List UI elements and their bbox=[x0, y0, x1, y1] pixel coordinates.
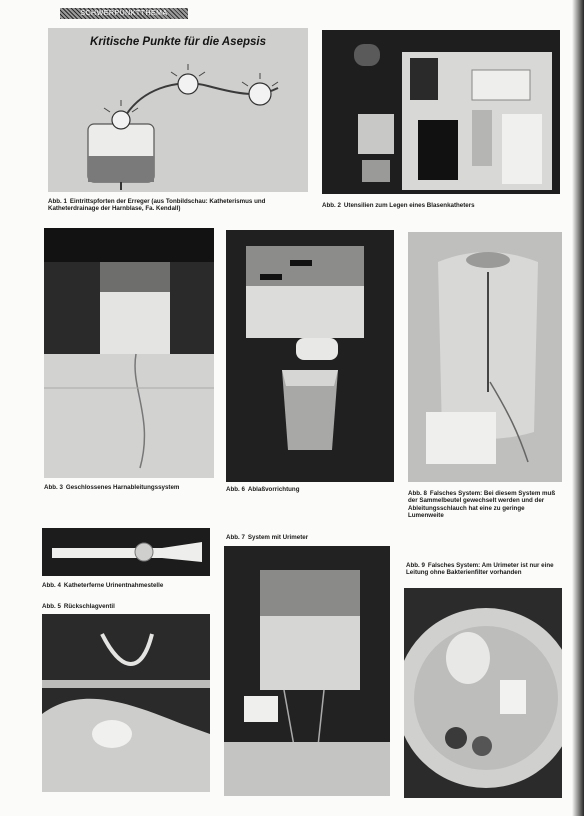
figure-7-caption: Abb. 7 System mit Urimeter bbox=[226, 534, 309, 541]
figure-5-photo bbox=[42, 614, 210, 792]
figure-5-caption: Abb. 5 Rückschlagventil bbox=[42, 603, 115, 610]
section-header-tag bbox=[60, 8, 188, 19]
asepsis-diagram bbox=[48, 28, 308, 192]
figure-9-caption: Abb. 9 Falsches System: Am Urimeter ist nur eine Leitung ohne Bakterienfilter vorhanden bbox=[406, 562, 554, 577]
figure-3-photo bbox=[44, 228, 214, 478]
figure-2-photo bbox=[322, 30, 560, 194]
figure-1-caption: Abb. 1 Eintrittspforten der Erreger (aus Tonbildschau: Katheterismus und Katheterdrainage der Harnblase, Fa. Kendall) bbox=[48, 198, 266, 213]
figure-9-photo bbox=[404, 588, 562, 798]
figure-7-photo bbox=[224, 546, 390, 796]
figure-4-photo bbox=[42, 528, 210, 576]
page-edge-shadow bbox=[572, 0, 584, 816]
figure-4-caption: Abb. 4 Katheterferne Urinentnahmestelle bbox=[42, 582, 164, 589]
figure-8-caption: Abb. 8 Falsches System: Bei diesem System muß der Sammelbeutel gewechselt werden und der Ableitungsschlauch hat eine zu geringe Lumenweite bbox=[408, 490, 556, 520]
section-label: SCHWERPUNKTTHEMA bbox=[80, 10, 168, 17]
figure-1-title: Kritische Punkte für die Asepsis bbox=[90, 36, 266, 48]
figure-2-caption: Abb. 2 Utensilien zum Legen eines Blasenkatheters bbox=[322, 202, 475, 209]
figure-6-photo bbox=[226, 230, 394, 482]
figure-1-illustration bbox=[48, 28, 308, 192]
figure-3-caption: Abb. 3 Geschlossenes Harnableitungssystem bbox=[44, 484, 180, 491]
figure-8-photo bbox=[408, 232, 562, 482]
figure-6-caption: Abb. 6 Ablaßvorrichtung bbox=[226, 486, 300, 493]
